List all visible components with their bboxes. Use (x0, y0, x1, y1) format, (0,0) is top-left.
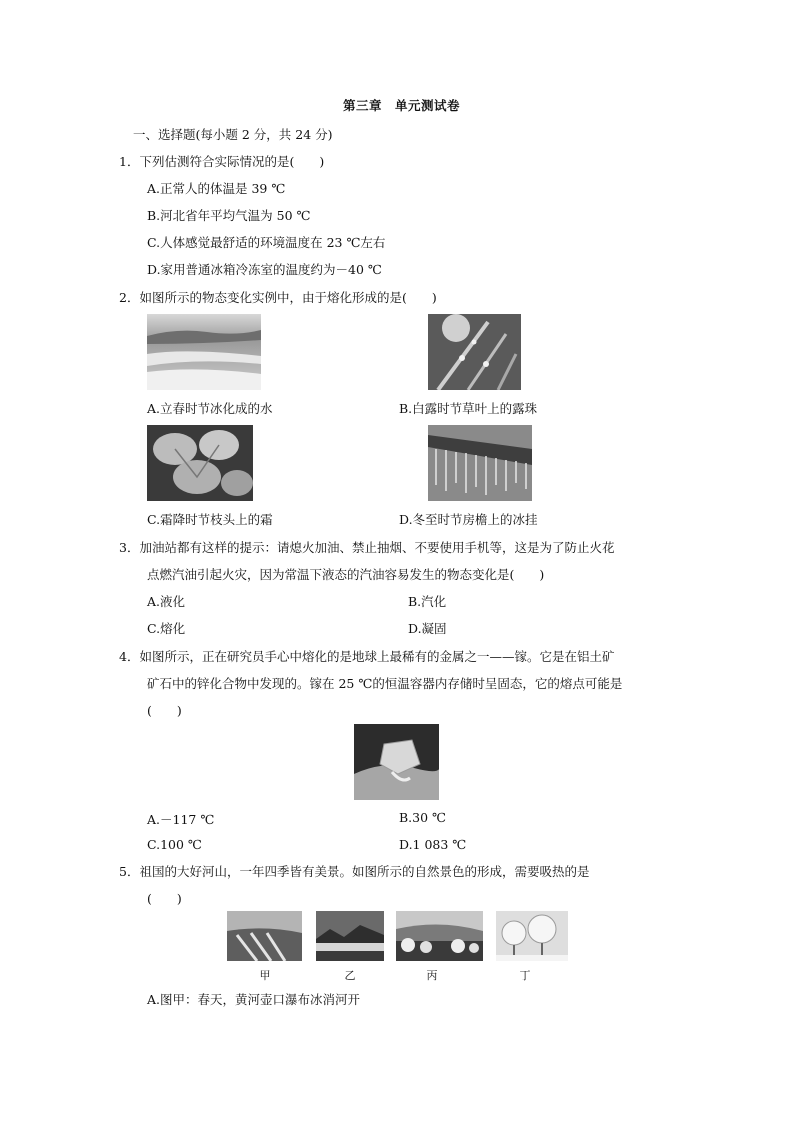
question-stem: 1．下列估测符合实际情况的是( ) (119, 154, 325, 169)
page-title: 第三章 单元测试卷 (343, 98, 461, 113)
question-stem-cont: 矿石中的锌化合物中发现的。镓在 25 ℃的恒温容器内存储时呈固态，它的熔点可能是 (147, 676, 623, 691)
option-a: A.立春时节冰化成的水 (147, 401, 273, 416)
option-d: D.1 083 ℃ (399, 837, 467, 852)
snow-trees-photo (496, 911, 568, 961)
melting-ice-photo (147, 314, 261, 390)
option-a: A.图甲：春天，黄河壶口瀑布冰消河开 (147, 992, 361, 1007)
dew-grass-photo (428, 314, 521, 390)
waterfall-photo (227, 911, 302, 961)
caption-yi: 乙 (344, 969, 356, 982)
option-d: D.冬至时节房檐上的冰挂 (399, 512, 538, 527)
option-b: B.30 ℃ (399, 810, 447, 825)
question-stem: 5．祖国的大好河山，一年四季皆有美景。如图所示的自然景色的形成，需要吸热的是 (119, 864, 590, 879)
question-stem: 3．加油站都有这样的提示：请熄火加油、禁止抽烟、不要使用手机等，这是为了防止火花 (119, 540, 615, 555)
option-c: C.100 ℃ (147, 837, 202, 852)
question-stem: 4．如图所示，正在研究员手心中熔化的是地球上最稀有的金属之一——镓。它是在铝土矿 (119, 649, 615, 664)
option-c: C.霜降时节枝头上的霜 (147, 512, 273, 527)
option-a: A.液化 (147, 594, 186, 609)
option-c: C.人体感觉最舒适的环境温度在 23 ℃左右 (147, 235, 386, 250)
rime-trees-photo (396, 911, 483, 961)
option-b: B.白露时节草叶上的露珠 (399, 401, 538, 416)
option-a: A.－117 ℃ (147, 812, 215, 827)
answer-blank: ( ) (147, 891, 182, 906)
question-stem: 2．如图所示的物态变化实例中，由于熔化形成的是( ) (119, 290, 437, 305)
option-b: B.汽化 (408, 594, 447, 609)
question-stem-cont: 点燃汽油引起火灾，因为常温下液态的汽油容易发生的物态变化是( ) (147, 567, 545, 582)
option-b: B.河北省年平均气温为 50 ℃ (147, 208, 311, 223)
caption-jia: 甲 (259, 969, 271, 982)
option-d: D.凝固 (408, 621, 447, 636)
option-c: C.熔化 (147, 621, 186, 636)
answer-blank: ( ) (147, 703, 182, 718)
section-heading: 一、选择题(每小题 2 分，共 24 分) (133, 127, 333, 142)
caption-ding: 丁 (519, 969, 531, 982)
frost-leaves-photo (147, 425, 253, 501)
caption-bing: 丙 (426, 969, 438, 982)
icicles-eaves-photo (428, 425, 532, 501)
option-a: A.正常人的体温是 39 ℃ (147, 181, 286, 196)
option-d: D.家用普通冰箱冷冻室的温度约为－40 ℃ (147, 262, 382, 277)
fog-mountains-photo (316, 911, 384, 961)
gallium-hand-photo (354, 724, 439, 800)
